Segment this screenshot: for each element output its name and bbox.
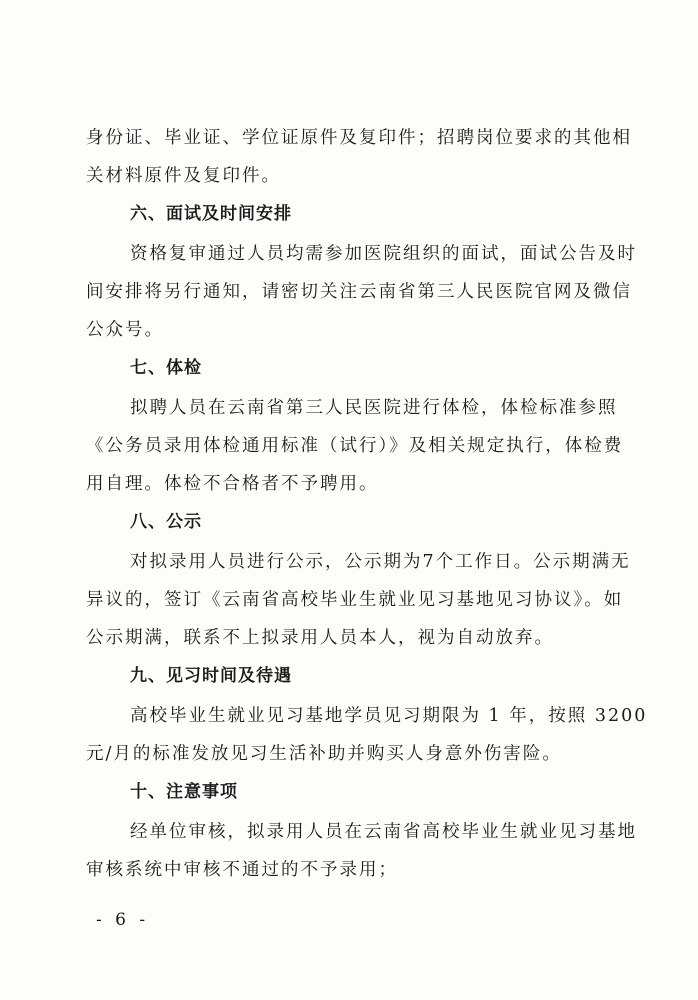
page-number: - 6 - [96, 910, 150, 930]
paragraph-first-line: 拟聘人员在云南省第三人民医院进行体检，体检标准参照 [130, 398, 618, 418]
paragraph-first-line: 高校毕业生就业见习基地学员见习期限为 1 年，按照 3200 [130, 706, 648, 726]
section-heading-notes: 十、注意事项 [130, 782, 238, 802]
body-line: 审核系统中审核不通过的不予录用； [86, 860, 398, 880]
body-line: 间安排将另行通知，请密切关注云南省第三人民医院官网及微信 [86, 282, 632, 302]
paragraph-first-line: 资格复审通过人员均需参加医院组织的面试，面试公告及时 [130, 244, 637, 264]
section-heading-interview: 六、面试及时间安排 [130, 204, 292, 224]
body-line: 元/月的标准发放见习生活补助并购买人身意外伤害险。 [86, 744, 562, 764]
body-line: 《公务员录用体检通用标准（试行）》及相关规定执行，体检费 [86, 436, 624, 456]
paragraph-first-line: 对拟录用人员进行公示，公示期为7个工作日。公示期满无 [130, 552, 631, 572]
body-line: 公示期满，联系不上拟录用人员本人，视为自动放弃。 [86, 628, 554, 648]
body-line: 公众号。 [86, 320, 164, 340]
paragraph-first-line: 经单位审核，拟录用人员在云南省高校毕业生就业见习基地 [130, 822, 637, 842]
body-line: 用自理。体检不合格者不予聘用。 [86, 474, 379, 494]
body-line: 身份证、毕业证、学位证原件及复印件；招聘岗位要求的其他相 [86, 128, 632, 148]
document-body [86, 120, 648, 890]
section-heading-publicity: 八、公示 [130, 512, 202, 532]
section-heading-physical-exam: 七、体检 [130, 358, 202, 378]
body-line: 关材料原件及复印件。 [86, 166, 281, 186]
body-line: 异议的，签订《云南省高校毕业生就业见习基地见习协议》。如 [86, 590, 624, 610]
section-heading-internship-terms: 九、见习时间及待遇 [130, 666, 292, 686]
